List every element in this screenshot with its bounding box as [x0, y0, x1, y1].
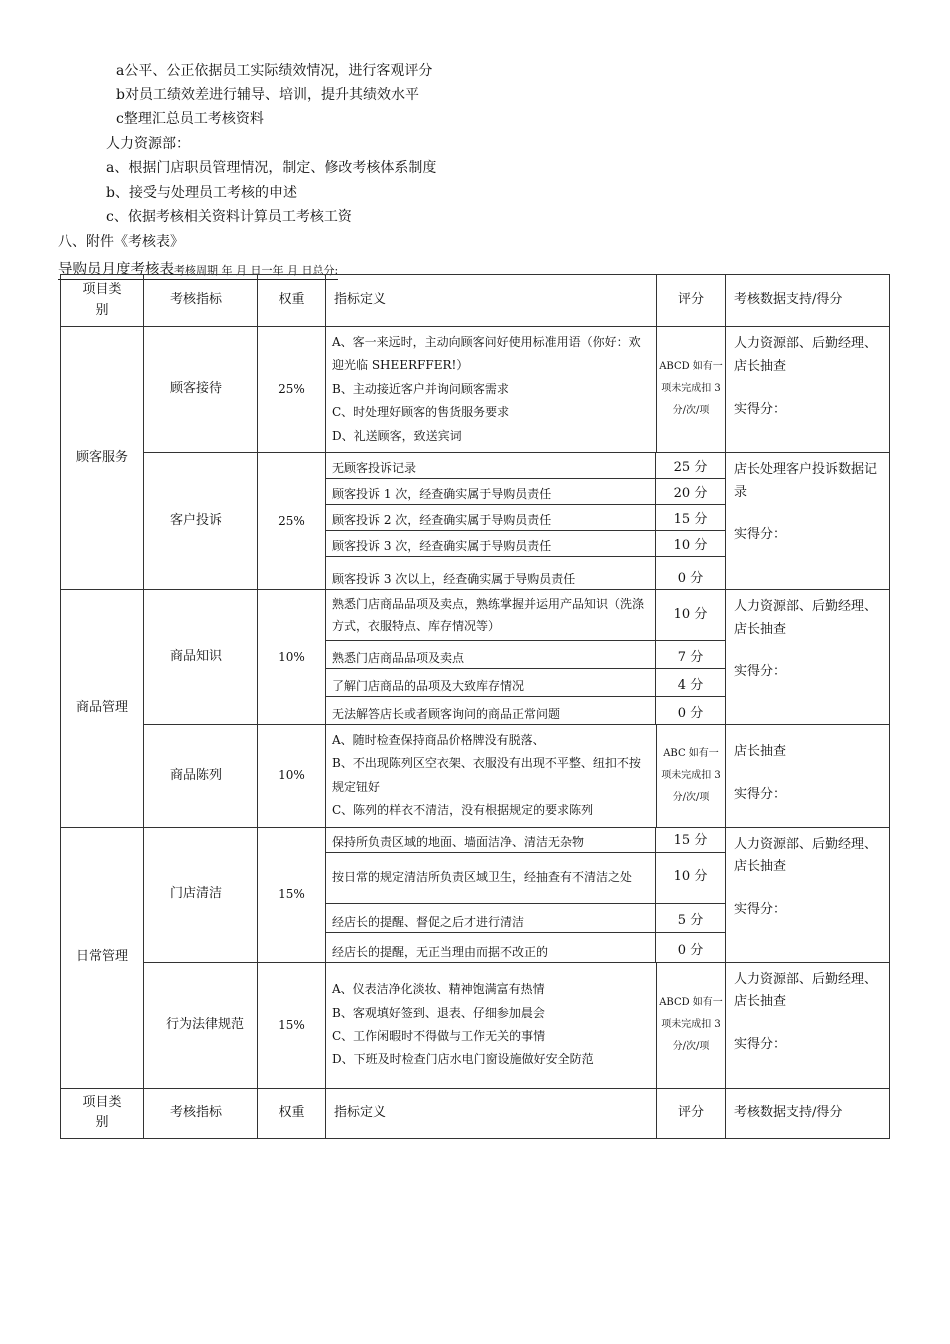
- support-display-text: 店长抽查: [734, 743, 787, 759]
- definition-conduct: [326, 962, 657, 1088]
- list-item: [326, 590, 725, 640]
- table-header-row: [61, 275, 890, 327]
- def-reception-d: D、礼送顾客，致送宾词: [332, 428, 462, 443]
- list-item: [326, 668, 725, 696]
- complaint-def: 顾客投诉 3 次，经查确实属于导购员责任: [326, 531, 656, 556]
- actual-score-complaint: 实得分：: [734, 527, 787, 543]
- assessment-table: [60, 274, 890, 1139]
- cleaning-score: 5 分: [677, 913, 704, 929]
- support-conduct: [726, 962, 890, 1088]
- complaint-def: 顾客投诉 1 次，经查确实属于导购员责任: [326, 479, 656, 504]
- complaint-score: 20 分: [673, 485, 708, 501]
- complaint-score: 25 分: [673, 459, 708, 475]
- header-support-repeat: 考核数据支持/得分: [726, 1088, 890, 1138]
- knowledge-score: 7 分: [677, 649, 704, 665]
- support-reception-text: 人力资源部、后勤经理、店长抽查: [734, 336, 878, 374]
- table-row: [61, 589, 890, 724]
- complaint-def: 无顾客投诉记录: [326, 453, 656, 478]
- complaint-def: 顾客投诉 3 次以上，经查确实属于导购员责任: [326, 557, 656, 589]
- cleaning-def: 经店长的提醒、督促之后才进行清洁: [326, 904, 656, 932]
- knowledge-rows: [326, 589, 726, 724]
- category-goods: 商品管理: [61, 589, 144, 827]
- table-row: [61, 827, 890, 962]
- support-complaint-text: 店长处理客户投诉数据记录: [734, 461, 878, 500]
- knowledge-score: 10 分: [673, 606, 708, 622]
- form-title-main: 导购员月度考核表: [58, 262, 174, 278]
- section-heading: 八、附件《考核表》: [58, 234, 184, 250]
- complaint-score: 0 分: [677, 570, 704, 586]
- def-display-a: A、随时检查保持商品价格牌没有脱落、: [332, 732, 545, 747]
- table-row: [61, 724, 890, 827]
- indicator-cleaning: 门店清洁: [144, 827, 258, 962]
- def-reception-b: B、主动接近客户并询问顾客需求: [332, 381, 509, 396]
- support-display: [726, 724, 890, 827]
- intro-hr-heading: 人力资源部：: [106, 136, 190, 152]
- table-header-row-repeat: [61, 1088, 890, 1138]
- support-cleaning-text: 人力资源部、后勤经理、店长抽查: [734, 836, 878, 875]
- list-item: [326, 852, 725, 903]
- knowledge-def: 熟悉门店商品品项及卖点: [326, 641, 656, 668]
- complaint-score: 10 分: [673, 537, 708, 553]
- intro-line-b: b对员工绩效差进行辅导、培训，提升其绩效水平: [116, 87, 419, 103]
- header-category-repeat: 项目类别: [61, 1088, 144, 1138]
- def-display-c: C、陈列的样衣不清洁，没有根据规定的要求陈列: [332, 803, 594, 818]
- actual-score-cleaning: 实得分：: [734, 902, 787, 918]
- indicator-conduct: 行为法律规范: [144, 962, 258, 1088]
- header-score-repeat: 评分: [657, 1088, 726, 1138]
- weight-complaint: 25%: [258, 452, 326, 589]
- def-conduct-d: D、下班及时检查门店水电门窗设施做好安全防范: [332, 1052, 594, 1067]
- support-conduct-text: 人力资源部、后勤经理、店长抽查: [734, 971, 878, 1010]
- indicator-reception: 顾客接待: [144, 327, 258, 453]
- def-reception-c: C、时处理好顾客的售货服务要求: [332, 405, 510, 420]
- cleaning-score: 0 分: [677, 943, 704, 959]
- list-item: [326, 556, 725, 589]
- header-weight: 权重: [258, 275, 326, 327]
- knowledge-def: 无法解答店长或者顾客询问的商品正常问题: [326, 697, 656, 724]
- def-conduct-b: B、客观填好签到、退表、仔细参加晨会: [332, 1005, 545, 1020]
- intro-line-a: a公平、公正依据员工实际绩效情况，进行客观评分: [116, 63, 433, 79]
- list-item: [326, 530, 725, 556]
- weight-knowledge: 10%: [258, 589, 326, 724]
- weight-reception: 25%: [258, 327, 326, 453]
- header-indicator-repeat: 考核指标: [144, 1088, 258, 1138]
- actual-score-knowledge: 实得分：: [734, 664, 787, 680]
- category-daily: 日常管理: [61, 827, 144, 1088]
- list-item: [326, 903, 725, 932]
- def-reception-a: A、客一来远时，主动向顾客问好使用标准用语（你好：欢迎光临 SHEERFFER!）: [332, 335, 641, 373]
- knowledge-score: 4 分: [677, 677, 704, 693]
- score-reception: ABCD 如有一项未完成扣 3 分/次/项: [657, 327, 726, 453]
- list-item: [326, 932, 725, 962]
- support-cleaning: [726, 827, 890, 962]
- form-title-period: 考核周期 年 月 日一年 月 日总分:: [174, 264, 339, 277]
- def-display-b: B、不出现陈列区空衣架、衣服没有出现不平整、纽扣不按规定钮好: [332, 756, 641, 794]
- table-row: [61, 962, 890, 1088]
- list-item: [326, 453, 725, 478]
- complaint-def: 顾客投诉 2 次，经查确实属于导购员责任: [326, 505, 656, 530]
- header-definition: 指标定义: [326, 275, 657, 327]
- cleaning-def: 保持所负责区域的地面、墙面洁净、清洁无杂物: [326, 828, 656, 852]
- cleaning-score: 10 分: [673, 869, 708, 885]
- score-display: ABC 如有一项未完成扣 3 分/次/项: [657, 724, 726, 827]
- support-complaint: [726, 452, 890, 589]
- intro-line-c: c整理汇总员工考核资料: [116, 111, 264, 127]
- cleaning-rows: [326, 827, 726, 962]
- weight-cleaning: 15%: [258, 827, 326, 962]
- definition-reception: [326, 327, 657, 453]
- definition-display: [326, 724, 657, 827]
- indicator-complaint: 客户投诉: [144, 452, 258, 589]
- cleaning-score: 15 分: [673, 833, 708, 849]
- support-knowledge-text: 人力资源部、后勤经理、店长抽查: [734, 598, 878, 637]
- actual-score-conduct: 实得分：: [734, 1037, 787, 1053]
- actual-score-display: 实得分：: [734, 786, 787, 802]
- intro-hr-a: a、根据门店职员管理情况，制定、修改考核体系制度: [106, 160, 437, 176]
- intro-hr-c: c、依据考核相关资料计算员工考核工资: [106, 209, 352, 225]
- header-definition-repeat: 指标定义: [326, 1088, 657, 1138]
- support-knowledge: [726, 589, 890, 724]
- header-score: 评分: [657, 275, 726, 327]
- indicator-knowledge: 商品知识: [144, 589, 258, 724]
- intro-hr-b: b、接受与处理员工考核的申述: [106, 185, 297, 201]
- table-row: [61, 327, 890, 453]
- def-conduct-a: A、仪表洁净化淡妆、精神饱满富有热情: [332, 982, 545, 997]
- cleaning-def: 经店长的提醒，无正当理由而据不改正的: [326, 933, 656, 962]
- header-weight-repeat: 权重: [258, 1088, 326, 1138]
- header-category: 项目类别: [61, 275, 144, 327]
- indicator-display: 商品陈列: [144, 724, 258, 827]
- list-item: [326, 504, 725, 530]
- actual-score-reception: 实得分：: [734, 401, 787, 417]
- def-conduct-c: C、工作闲暇时不得做与工作无关的事情: [332, 1029, 546, 1044]
- list-item: [326, 828, 725, 852]
- cleaning-def: 按日常的规定清洁所负责区域卫生，经抽查有不清洁之处: [326, 853, 656, 903]
- list-item: [326, 640, 725, 668]
- list-item: [326, 696, 725, 724]
- header-indicator: 考核指标: [144, 275, 258, 327]
- weight-conduct: 15%: [258, 962, 326, 1088]
- support-reception: [726, 327, 890, 453]
- knowledge-def: 熟悉门店商品品项及卖点，熟练掌握并运用产品知识（洗涤方式，衣服特点、库存情况等）: [326, 590, 656, 640]
- header-support: 考核数据支持/得分: [726, 275, 890, 327]
- score-conduct: ABCD 如有一项未完成扣 3 分/次/项: [657, 962, 726, 1088]
- list-item: [326, 478, 725, 504]
- knowledge-score: 0 分: [677, 705, 704, 721]
- knowledge-def: 了解门店商品的品项及大致库存情况: [326, 669, 656, 696]
- table-row: [61, 452, 890, 589]
- weight-display: 10%: [258, 724, 326, 827]
- category-customer-service: 顾客服务: [61, 327, 144, 590]
- complaint-rows: [326, 452, 726, 589]
- complaint-score: 15 分: [673, 511, 708, 527]
